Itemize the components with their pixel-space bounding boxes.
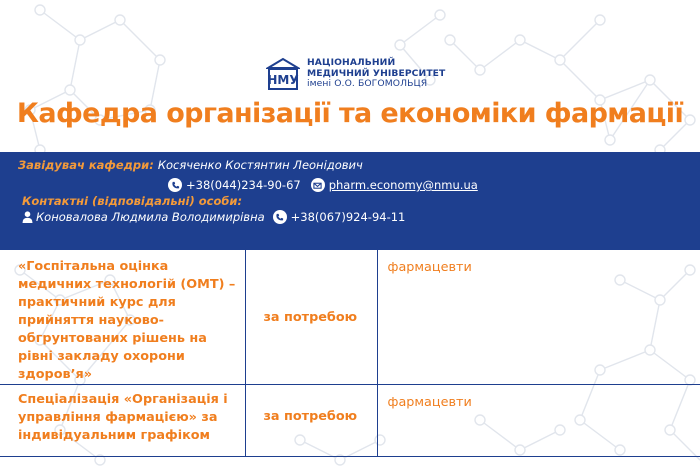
contact-phone: +38(067)924-94-11	[290, 210, 406, 224]
university-logo-icon	[266, 57, 300, 91]
contact-label: Контактні (відповідальні) особи:	[22, 194, 243, 208]
course-term: за потребою	[245, 250, 377, 385]
person-icon	[22, 211, 33, 223]
course-specialty: фармацевти	[377, 250, 700, 385]
contact-label-row	[22, 194, 242, 208]
university-name	[307, 58, 445, 89]
logo-mark-text: НМУ	[267, 73, 299, 87]
phone-icon	[273, 210, 287, 224]
university-name-line3: імені О.О. БОГОМОЛЬЦЯ	[307, 78, 428, 90]
contact-panel	[0, 152, 700, 250]
contact-name: Коновалова Людмила Володимирівна	[36, 210, 265, 224]
head-label: Завідувач кафедри:	[18, 158, 154, 172]
table-row	[0, 385, 700, 457]
university-name-line1: НАЦІОНАЛЬНИЙ	[307, 57, 396, 69]
head-email-link[interactable]: pharm.economy@nmu.ua	[328, 178, 478, 192]
head-row	[18, 158, 363, 172]
email-icon	[311, 178, 325, 192]
course-name: «Госпітальна оцінка медичних технологій (ОМТ) – практичний курс для прийняття науково-обгрунтованих рішень на рівні закладу охорони здоров’я»	[0, 250, 245, 385]
head-contacts-row	[168, 178, 478, 192]
phone-icon	[168, 178, 182, 192]
course-term: за потребою	[245, 385, 377, 457]
head-name: Косяченко Костянтин Леонідович	[157, 158, 363, 172]
university-logo	[266, 56, 445, 92]
page-title: Кафедра організації та економіки фармації	[16, 98, 684, 129]
table-row	[0, 250, 700, 385]
course-name: Спеціалізація «Організація і управління фармацією» за індивідуальним графіком	[0, 385, 245, 457]
course-specialty: фармацевти	[377, 385, 700, 457]
head-phone: +38(044)234-90-67	[186, 178, 301, 192]
courses-table	[0, 250, 700, 457]
contact-row	[22, 210, 405, 224]
university-name-line2: МЕДИЧНИЙ УНІВЕРСИТЕТ	[307, 67, 446, 79]
